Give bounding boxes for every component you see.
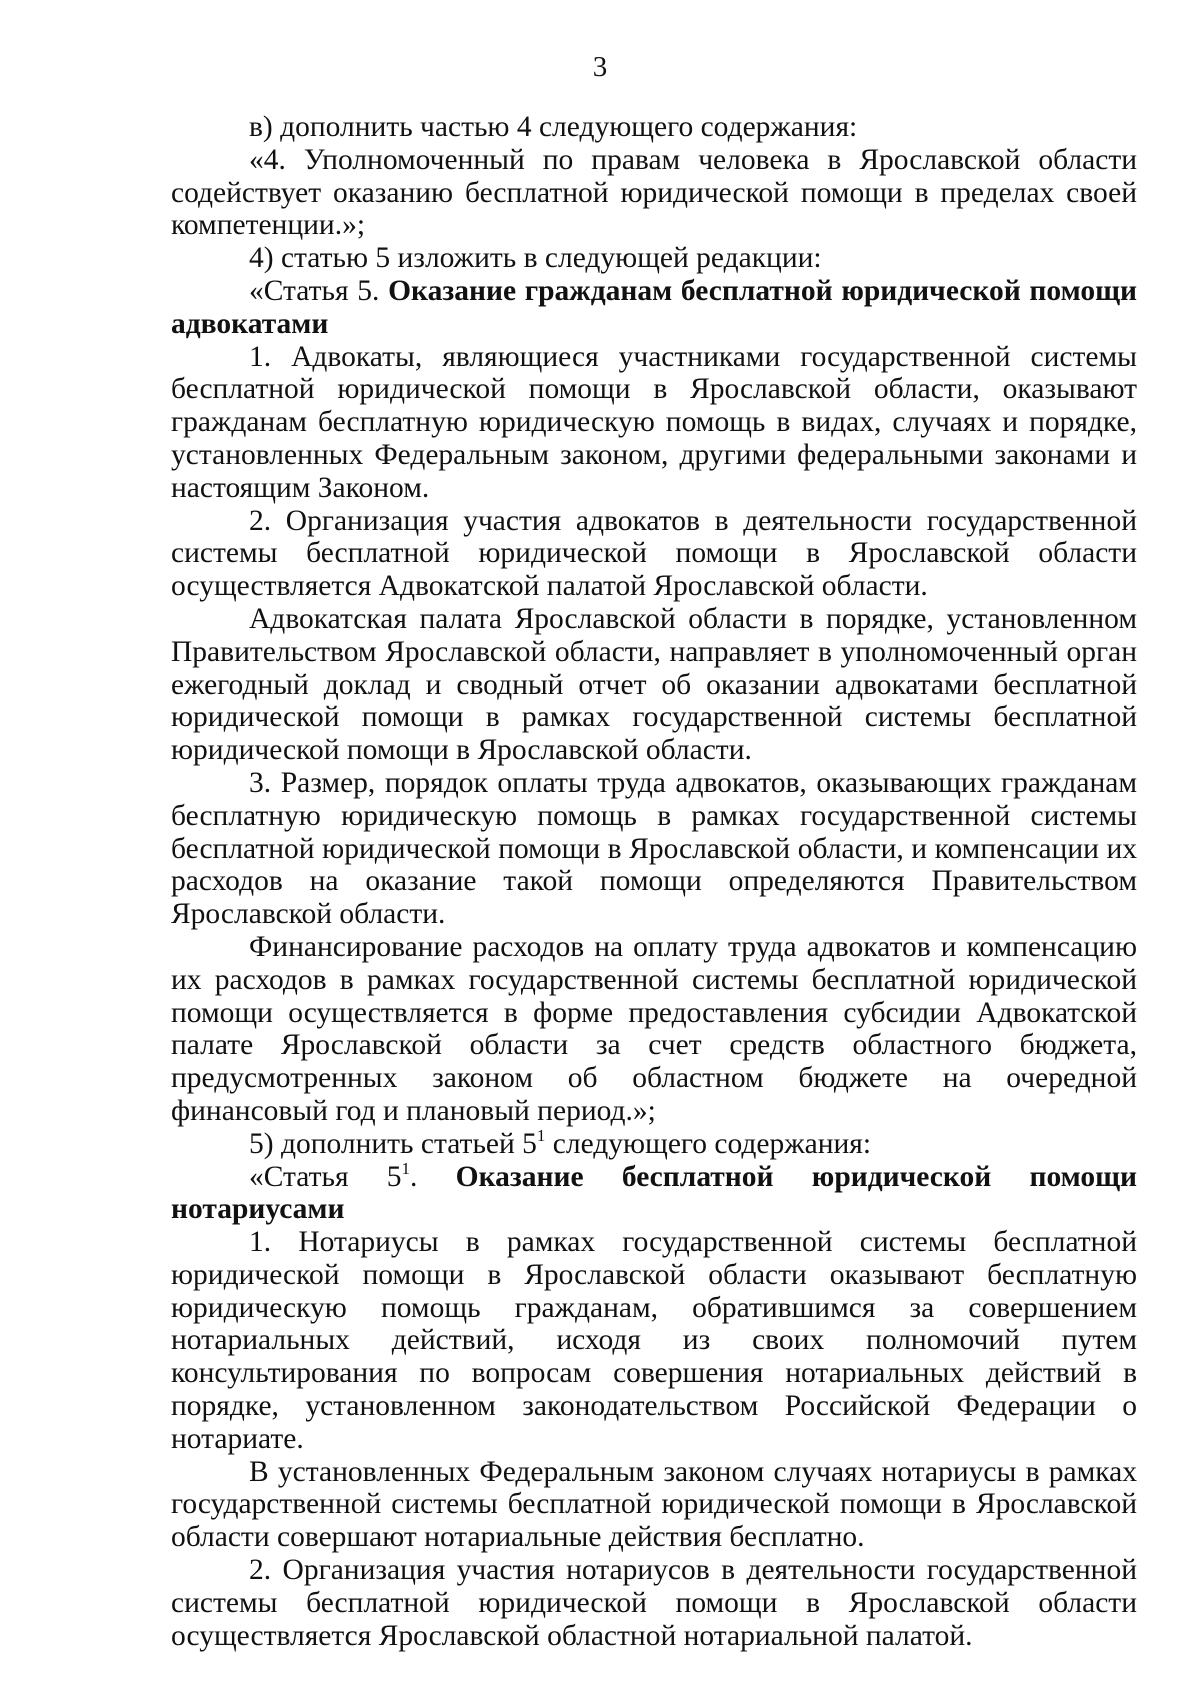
article-5-1-clause-1-free: В установленных Федеральным законом случаях нотариусы в рамках государственной системы бесплатной юридической помощи в Ярославской области совершают нотариальные действия бесплатно.: [171, 1455, 1137, 1554]
article-5-1-clause-1: 1. Нотариусы в рамках государственной системы бесплатной юридической помощи в Ярославской области оказывают бесплатную юридическую помощь гражданам, обратившимся за совершением нотариальных действий, исходя из своих полномочий путем консультирования по вопросам совершения нотариальных действий в порядке, установленном законодательством Российской Федерации о нотариате.: [171, 1226, 1137, 1455]
article-5-prefix: «Статья 5.: [249, 274, 389, 307]
article-5-clause-3-financing: Финансирование расходов на оплату труда адвокатов и компенсацию их расходов в рамках государственной системы бесплатной юридической помощи осуществляется в форме предоставления субсидии Адвокатской палате Ярославской области за счет средств областного бюджета, предусмотренных законом об областном бюджете на очередной финансовый год и плановый период.»;: [171, 930, 1137, 1127]
article-5-1-dot: .: [410, 1160, 456, 1193]
article-5-clause-2: 2. Организация участия адвокатов в деятельности государственной системы бесплатной юридической помощи в Ярославской области осуществляется Адвокатской палатой Ярославской области.: [171, 504, 1137, 603]
document-body: [171, 111, 1137, 1652]
article-5-clause-3: 3. Размер, порядок оплаты труда адвокатов, оказывающих гражданам бесплатную юридическую помощь в рамках государственной системы бесплатной юридической помощи в Ярославской области, и компенсации их расходов на оказание такой помощи определяются Правительством Ярославской области.: [171, 766, 1137, 931]
article-5-1-superscript: 1: [401, 1158, 411, 1178]
article-5-title: Оказание гражданам бесплатной юридической помощи адвокатами: [171, 274, 1137, 340]
article-5-clause-2-report: Адвокатская палата Ярославской области в порядке, установленном Правительством Ярославской области, направляет в уполномоченный орган ежегодный доклад и сводный отчет об оказании адвокатами бесплатной юридической помощи в рамках государственной системы бесплатной юридической помощи в Ярославской области.: [171, 602, 1137, 767]
page-number: 3: [592, 51, 608, 83]
article-5-heading: [171, 275, 1137, 341]
article-5-1-prefix: «Статья 5: [249, 1160, 402, 1193]
add-article-text-a: 5) дополнить статьей 5: [249, 1127, 537, 1160]
article-5-1-title: Оказание бесплатной юридической помощи нотариусами: [171, 1160, 1137, 1226]
paragraph-add-article-5-1: [171, 1125, 1137, 1161]
article-5-clause-1: 1. Адвокаты, являющиеся участниками государственной системы бесплатной юридической помощи в Ярославской области, оказывают гражданам бесплатную юридическую помощь в видах, случаях и порядке, установленных Федеральным законом, другими федеральными законами и настоящим Законом.: [171, 340, 1137, 504]
add-article-text-b: следующего содержания:: [545, 1127, 872, 1160]
article-5-1-heading: [171, 1158, 1137, 1227]
paragraph-amend-part-4: в) дополнить частью 4 следующего содержания:: [249, 111, 858, 143]
article-5-1-clause-2: 2. Организация участия нотариусов в деятельности государственной системы бесплатной юридической помощи в Ярославской области осуществляется Ярославской областной нотариальной палатой.: [171, 1554, 1137, 1652]
paragraph-article-5-edit: 4) статью 5 изложить в следующей редакции:: [249, 242, 822, 275]
paragraph-ombudsman: «4. Уполномоченный по правам человека в Ярославской области содействует оказанию бесплатной юридической помощи в пределах своей компетенции.»;: [171, 143, 1137, 242]
add-article-superscript: 1: [536, 1125, 546, 1145]
